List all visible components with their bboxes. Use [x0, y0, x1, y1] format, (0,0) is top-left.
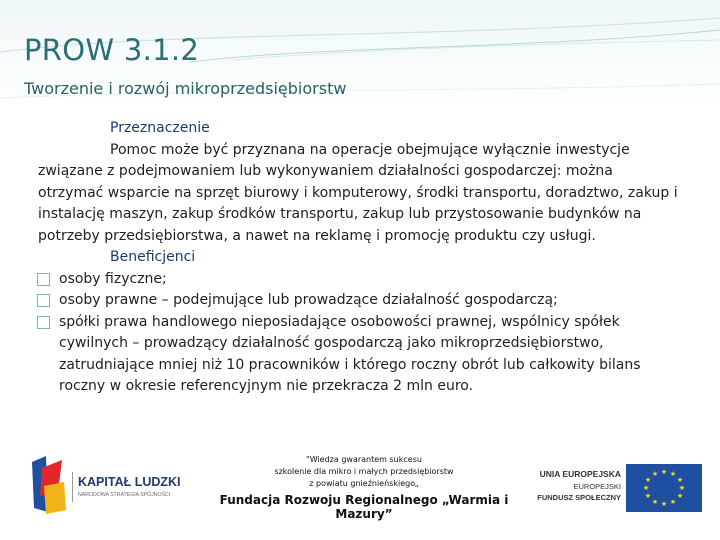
list-item: spółki prawa handlowego nieposiadające osobowości prawnej, wspólnicy spółek cywilnych – prowadzący działalność gospodarczą jako mikroprzedsiębiorstwo, zatrudniające mniej niż 10 pracowników i którego roczny obrót lub całkowity bilans roczny w okresie referencyjnym nie przekracza 2 mln euro.	[37, 312, 678, 398]
section-heading-beneficiaries: Beneficjenci	[110, 249, 196, 265]
svg-text:★: ★	[660, 500, 668, 508]
svg-text:★: ★	[642, 484, 650, 492]
svg-text:★: ★	[669, 498, 677, 506]
svg-text:★: ★	[678, 484, 686, 492]
list-item: osoby prawne – podejmujące lub prowadzące działalność gospodarczą;	[37, 290, 678, 312]
kapital-ludzki-logo	[28, 452, 203, 516]
svg-text:★: ★	[669, 470, 677, 478]
page-title: PROW 3.1.2	[24, 33, 200, 67]
svg-text:★: ★	[651, 498, 659, 506]
svg-text:★: ★	[644, 476, 652, 484]
svg-text:★: ★	[644, 492, 652, 500]
svg-text:★: ★	[651, 470, 659, 478]
project-line-2: szkolenie dla mikro i małych przedsiębiorstw	[274, 467, 454, 476]
svg-text:KAPITAŁ LUDZKI: KAPITAŁ LUDZKI	[78, 475, 181, 489]
svg-text:★: ★	[660, 468, 668, 476]
svg-text:★: ★	[676, 476, 684, 484]
page-subtitle: Tworzenie i rozwój mikroprzedsiębiorstw	[24, 79, 347, 98]
svg-text:FUNDUSZ SPOŁECZNY: FUNDUSZ SPOŁECZNY	[537, 493, 621, 502]
checkbox-bullet-icon	[37, 316, 50, 329]
foundation-name: Fundacja Rozwoju Regionalnego „Warmia i Mazury”	[219, 493, 509, 521]
checkbox-bullet-icon	[37, 294, 50, 307]
checkbox-bullet-icon	[37, 273, 50, 286]
project-line-3: z powiatu gnieźnieńskiego„	[309, 479, 419, 488]
svg-text:NARODOWA STRATEGIA SPÓJNOŚCI: NARODOWA STRATEGIA SPÓJNOŚCI	[78, 492, 171, 498]
footer-project-info	[205, 454, 523, 521]
beneficiaries-list	[38, 269, 678, 398]
svg-text:★: ★	[676, 492, 684, 500]
eu-social-fund-logo	[518, 460, 708, 516]
content-body	[38, 118, 678, 398]
purpose-paragraph: Pomoc może być przyznana na operacje obejmujące wyłącznie inwestycje związane z podejmowaniem lub wykonywaniem działalności gospodarczej: można otrzymać wsparcie na sprzęt biurowy i komputerowy, środki transportu, doradztwo, zakup i instalację maszyn, zakup środków transportu, zakup lub przystosowanie budynków na potrzeby przedsiębiorstwa, a nawet na reklamę i promocję produktu czy usługi.	[38, 141, 678, 244]
section-heading-purpose: Przeznaczenie	[110, 120, 210, 136]
list-item: osoby fizyczne;	[37, 269, 678, 291]
project-line-1: "Wiedza gwarantem sukcesu	[306, 455, 422, 464]
svg-text:UNIA EUROPEJSKA: UNIA EUROPEJSKA	[539, 469, 621, 479]
svg-text:EUROPEJSKI: EUROPEJSKI	[573, 482, 621, 491]
